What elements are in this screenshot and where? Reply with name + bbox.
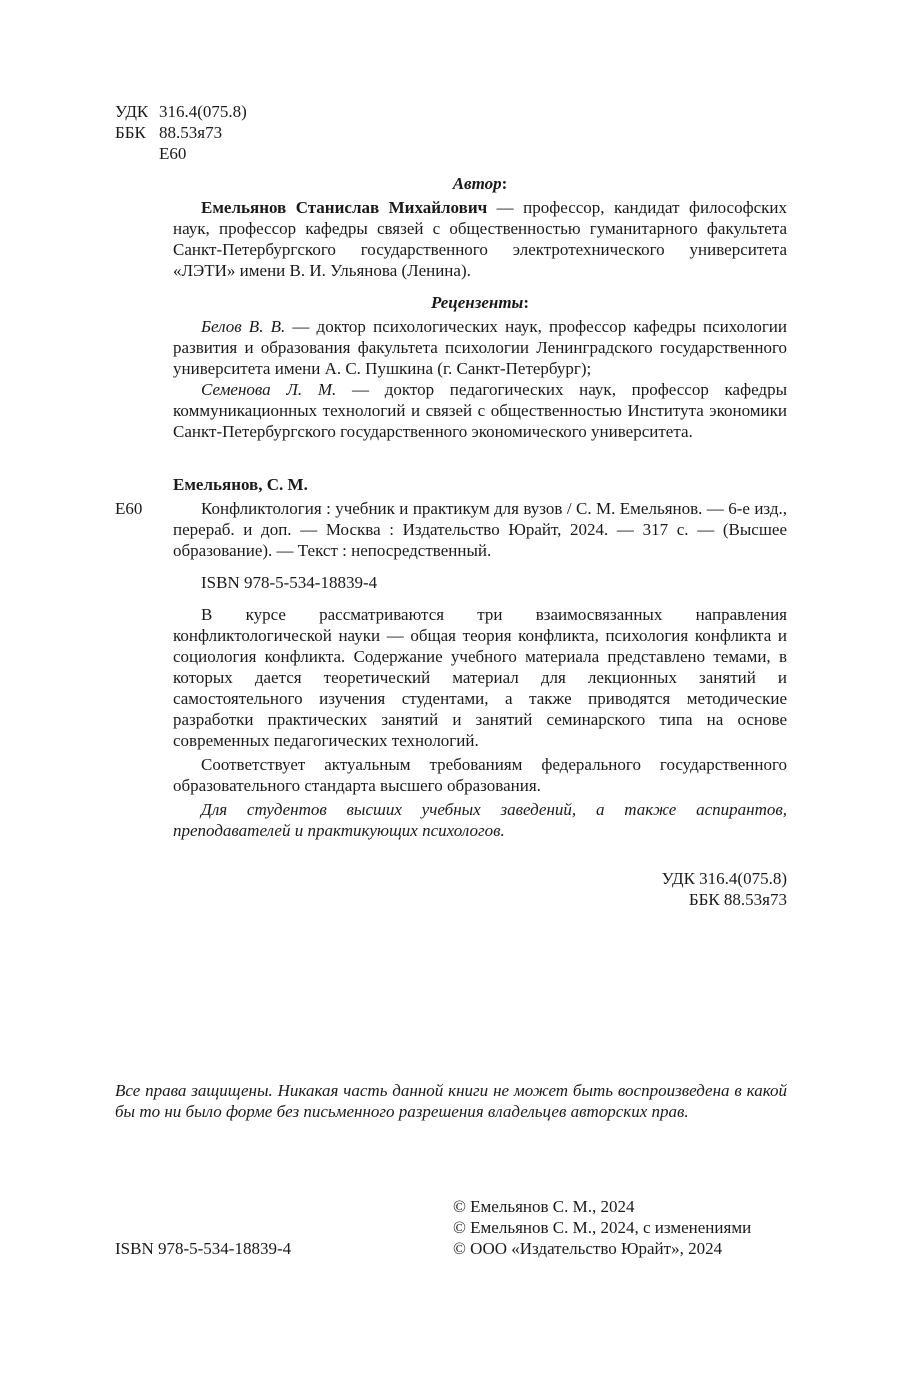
reviewers-heading: Рецензенты: <box>430 293 530 312</box>
udk-value: 316.4(075.8) <box>159 102 247 121</box>
author-section <box>173 173 787 281</box>
record-heading: Емельянов, С. М. <box>173 475 308 494</box>
copyright-block <box>453 1196 751 1259</box>
author-heading: Автор: <box>452 174 508 193</box>
reviewer-description: — доктор педагогических наук, профессор кафедры коммуникационных технологий и связей с общественностью Института экономики Санкт-Петербургского государственного экономического университета. <box>173 380 787 441</box>
copyright-line: © Емельянов С. М., 2024 <box>453 1197 635 1216</box>
copyright-line: © ООО «Издательство Юрайт», 2024 <box>453 1239 723 1258</box>
reviewer-entry <box>173 379 787 442</box>
footer-isbn: ISBN 978-5-534-18839-4 <box>115 1239 292 1258</box>
record-description: Конфликтология : учебник и практикум для вузов / С. М. Емельянов. — 6-е изд., перераб. и доп. — Москва : Издательство Юрайт, 2024. — 317 с. — (Высшее образование). — Текст : непосредственный. <box>173 499 787 560</box>
reviewer-entry <box>173 316 787 379</box>
bibliographic-record <box>173 474 787 593</box>
annotation <box>173 604 787 841</box>
bbk-value: 88.53я73 <box>159 123 223 142</box>
reviewer-name: Семенова Л. М. <box>201 380 337 399</box>
record-isbn: ISBN 978-5-534-18839-4 <box>201 573 378 592</box>
reviewers-section <box>173 292 787 442</box>
udk-label: УДК <box>115 102 149 121</box>
author-name: Емельянов Станислав Михайлович <box>201 198 488 217</box>
bottom-bbk: ББК 88.53я73 <box>688 890 787 909</box>
annotation-paragraph: Соответствует актуальным требованиям федерального государственного образовательного стандарта высшего образования. <box>173 755 787 795</box>
reviewer-description: — доктор психологических наук, профессор кафедры психологии развития и образования факультета психологии Ленинградского государственного университета имени А. С. Пушкина (г. Санкт-Петербург); <box>173 317 787 378</box>
record-author-mark: Е60 <box>115 499 143 518</box>
author-paragraph <box>173 197 787 281</box>
author-mark: Е60 <box>159 144 187 163</box>
bottom-codes <box>662 868 787 910</box>
classification-codes <box>115 101 247 164</box>
annotation-audience: Для студентов высших учебных заведений, а также аспирантов, преподавателей и практикующих психологов. <box>173 800 787 840</box>
bbk-label: ББК <box>115 123 146 142</box>
copyright-line: © Емельянов С. М., 2024, с изменениями <box>453 1218 752 1237</box>
annotation-paragraph: В курсе рассматриваются три взаимосвязанных направления конфликтологической науки — общая теория конфликта, психология конфликта и социология конфликта. Содержание учебного материала представлено темами, в которых дается теоретический материал для лекционных занятий и самостоятельного изучения студентами, а также приводятся методические разработки практических занятий и занятий семинарского типа на основе современных педагогических технологий. <box>173 605 787 750</box>
bottom-udk: УДК 316.4(075.8) <box>661 869 787 888</box>
reviewer-name: Белов В. В. <box>201 317 286 336</box>
rights-notice: Все права защищены. Никакая часть данной книги не может быть воспроизведена в какой бы то ни было форме без письменного разрешения владельцев авторских прав. <box>115 1081 787 1121</box>
author-description: — профессор, кандидат философских наук, профессор кафедры связей с общественностью гуманитарного факультета Санкт-Петербургского государственного электротехнического университета «ЛЭТИ» имени В. И. Ульянова (Ленина). <box>173 198 787 280</box>
